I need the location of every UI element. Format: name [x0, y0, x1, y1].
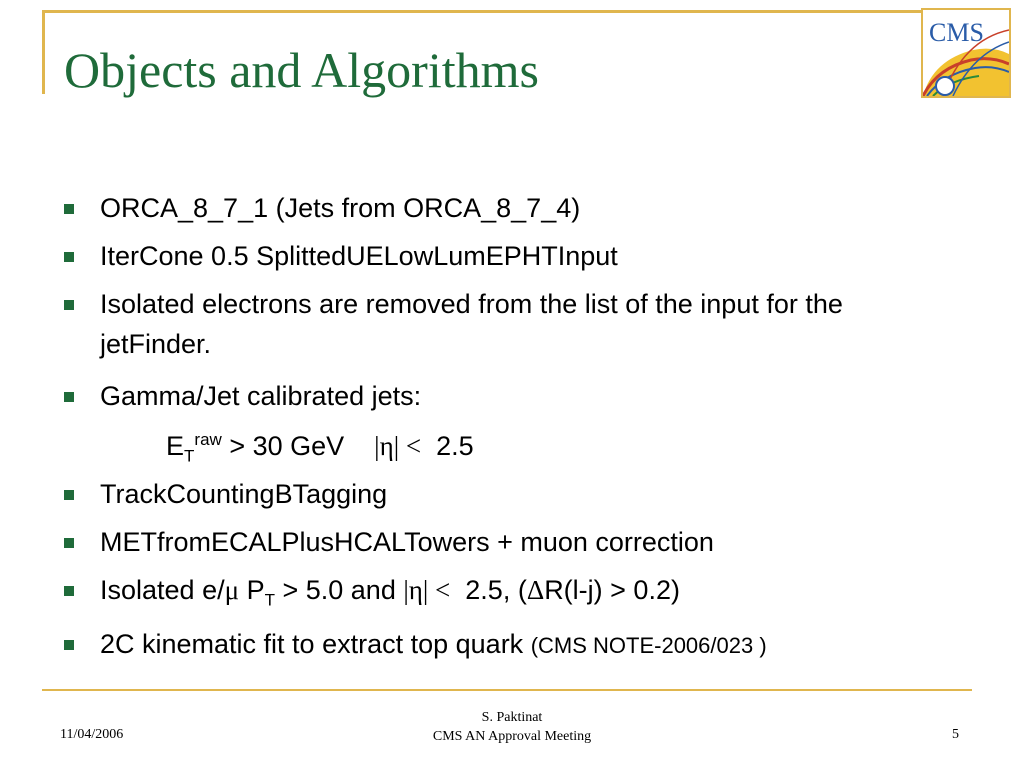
bullet-square-icon [64, 300, 74, 310]
slide-title: Objects and Algorithms [64, 42, 539, 98]
bullet-item-itercone: IterCone 0.5 SplittedUELowLumEPHTInput [100, 236, 618, 276]
bullet-item-trackcounting: TrackCountingBTagging [100, 474, 387, 514]
bullet-square-icon [64, 490, 74, 500]
bullet-square-icon [64, 252, 74, 262]
frame-horizontal-line [42, 10, 922, 13]
footer-meeting: CMS AN Approval Meeting [432, 729, 592, 744]
bullet-item-gamma-jet: Gamma/Jet calibrated jets: [100, 376, 421, 416]
footer-center [362, 708, 662, 746]
eta-cut: |η| < [403, 575, 451, 605]
bullet-square-icon [64, 640, 74, 650]
bullet-item-met: METfromECALPlusHCALTowers + muon correction [100, 522, 714, 562]
cms-note-reference: (CMS NOTE-2006/023 ) [530, 633, 767, 658]
mu-symbol: μ [224, 575, 240, 605]
eta-cut: |η| < [374, 431, 422, 461]
bullet-item-isolated-electrons: Isolated electrons are removed from the list of the input for the jetFinder. [100, 284, 960, 364]
cms-logo [921, 8, 1011, 98]
bullet-square-icon [64, 586, 74, 596]
frame-vertical-line [42, 10, 45, 94]
bullet-item-kinematic-fit: 2C kinematic fit to extract top quark (CMS NOTE-2006/023 ) [100, 624, 767, 666]
bullet-square-icon [64, 204, 74, 214]
et-cut-line: $E_T^{raw} > 30$ GeV |η| < 2.5 [166, 430, 474, 466]
delta-symbol: Δ [526, 575, 545, 605]
footer-page-number: 5 [952, 727, 959, 742]
footer-divider [42, 689, 972, 691]
bullet-item-orca: ORCA_8_7_1 (Jets from ORCA_8_7_4) [100, 188, 580, 228]
bullet-square-icon [64, 538, 74, 548]
bullet-square-icon [64, 392, 74, 402]
bullet-item-isolated-cuts: Isolated e/μ $P_T > 5.0$ and |η| < 2.5, (ΔR(l-j) > 0.2) [100, 570, 680, 610]
cms-logo-text: CMS [929, 18, 984, 47]
footer-author: S. Paktinat [481, 710, 543, 725]
footer-date: 11/04/2006 [60, 727, 124, 742]
